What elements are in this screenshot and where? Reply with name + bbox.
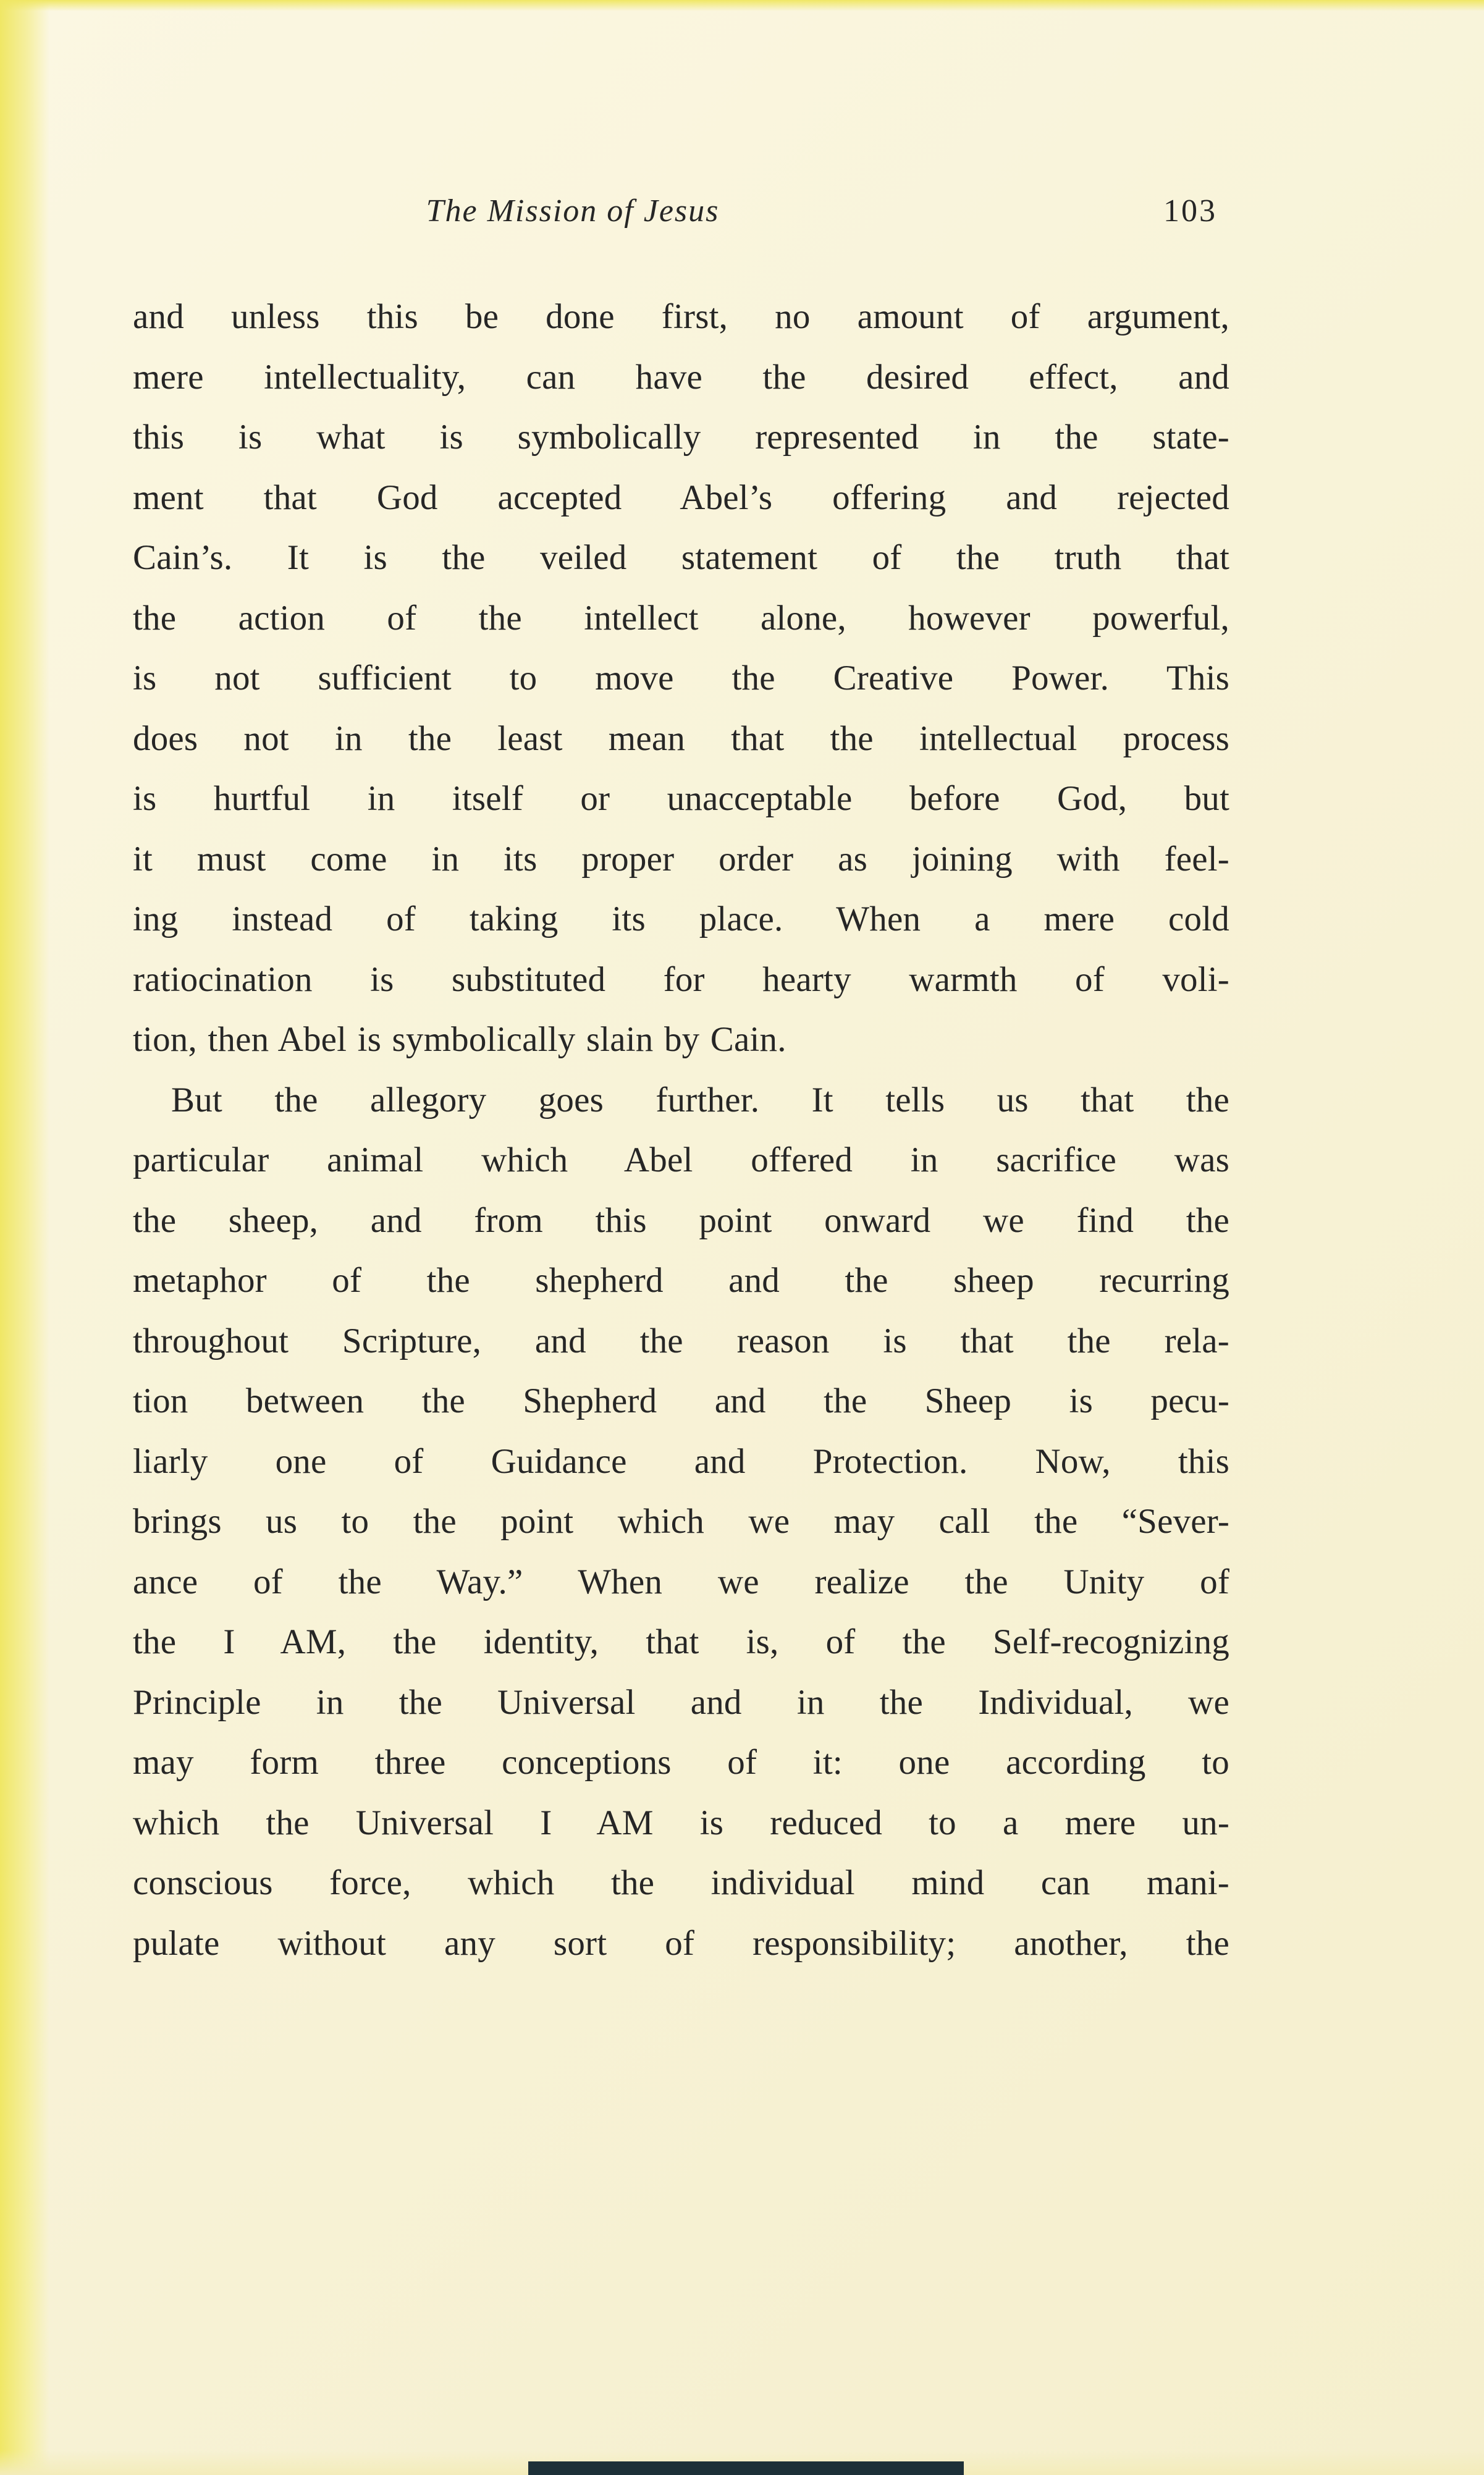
text-line: conscious force, which the individual mind can mani- <box>133 1863 1229 1902</box>
page-title: The Mission of Jesus <box>426 193 720 229</box>
page-number: 103 <box>1163 193 1217 229</box>
running-header <box>133 193 1229 236</box>
text-line: does not in the least mean that the intellectual process <box>133 719 1229 758</box>
text-line: brings us to the point which we may call the “Sever- <box>133 1502 1229 1541</box>
text-line: this is what is symbolically represented in the state- <box>133 418 1229 457</box>
text-line: ance of the Way.” When we realize the Unity of <box>133 1562 1229 1601</box>
text-line: the sheep, and from this point onward we find the <box>133 1200 1229 1240</box>
text-line: it must come in its proper order as joining with feel- <box>133 839 1229 879</box>
text-line: the action of the intellect alone, however powerful, <box>133 598 1229 638</box>
page-content <box>133 193 1229 1973</box>
text-line: mere intellectuality, can have the desired effect, and <box>133 357 1229 397</box>
text-line: which the Universal I AM is reduced to a mere un- <box>133 1803 1229 1842</box>
text-line: throughout Scripture, and the reason is that the rela- <box>133 1321 1229 1360</box>
text-line: the I AM, the identity, that is, of the Self-recognizing <box>133 1622 1229 1661</box>
text-line: is not sufficient to move the Creative Power. This <box>133 659 1229 698</box>
left-edge-strip <box>0 0 49 2475</box>
paragraph <box>133 287 1229 1070</box>
text-body <box>133 287 1229 1973</box>
text-line: is hurtful in itself or unacceptable before God, but <box>133 779 1229 818</box>
top-edge-strip <box>0 0 1484 11</box>
text-line: Cain’s. It is the veiled statement of the truth that <box>133 538 1229 577</box>
text-line: particular animal which Abel offered in sacrifice was <box>133 1141 1229 1179</box>
text-line: tion, then Abel is symbolically slain by Cain. <box>133 1020 786 1059</box>
paragraph <box>133 1070 1229 1974</box>
text-line: metaphor of the shepherd and the sheep recurring <box>133 1261 1229 1300</box>
bottom-dark-bar <box>528 2461 964 2475</box>
text-line: liarly one of Guidance and Protection. Now, this <box>133 1441 1229 1481</box>
text-line: ing instead of taking its place. When a mere cold <box>133 900 1229 938</box>
text-line: tion between the Shepherd and the Sheep is pecu- <box>133 1381 1229 1420</box>
text-line: But the allegory goes further. It tells us that the <box>171 1080 1229 1119</box>
text-line: ment that God accepted Abel’s offering and rejected <box>133 478 1229 517</box>
text-line: and unless this be done first, no amount of argument, <box>133 297 1229 336</box>
text-line: ratiocination is substituted for hearty warmth of voli- <box>133 959 1229 999</box>
text-line: pulate without any sort of responsibility; another, the <box>133 1923 1229 1963</box>
text-line: may form three conceptions of it: one according to <box>133 1743 1229 1782</box>
text-line: Principle in the Universal and in the Individual, we <box>133 1682 1229 1722</box>
